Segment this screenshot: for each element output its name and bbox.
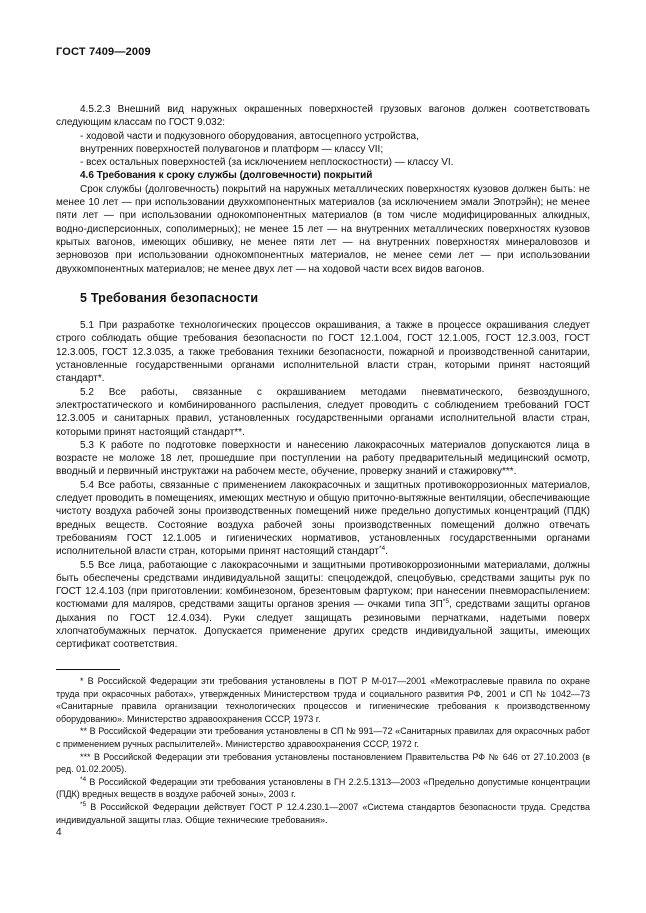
paragraph-5-5-text-a: 5.5 Все лица, работающие с лакокрасочными и защитными противокоррозионными материалами, должны быть обеспечены средствами индивидуальной защиты: спецодеждой, спецобувью, средствами защиты рук по ГОСТ 12.4.103 (при приготовлении: комбинезоном, брезентовым фартуком; при нанесении пневмораспылением: костюмами для маляров, средствами защиты органов зрения — очками типа ЗП (56, 559, 590, 611)
paragraph-5-5 (56, 559, 590, 652)
list-item-inner-surfaces: внутренних поверхностей полувагонов и платформ — классу VII; (80, 143, 384, 155)
footnote-ref-3[interactable]: *** (502, 466, 514, 478)
footnote-1 (56, 675, 590, 725)
footnote-text: В Российской Федерации эти требования установлены в ГН 2.2.5.1313—2003 «Предельно допустимые концентрации (ПДК) вредных веществ в воздухе рабочей зоны», 2003 г. (56, 776, 590, 800)
footnote-5 (56, 801, 590, 826)
paragraph-5-2: 5.2 Все работы, связанные с окрашиванием методами пневматического, безвоздушного, электростатического и комбинированного распыления, следует проводить с соблюдением требований ГОСТ 12.3.005 и санитарных правил, установленных государственными органами исполнительной власти стран, которыми принят настоящий стандарт**. (56, 386, 590, 438)
section-5-title: 5 Требования безопасности (80, 290, 259, 305)
footnote-separator (56, 669, 120, 670)
list-item-running-gear: - ходовой части и подкузовного оборудования, автосцепного устройства, (80, 130, 419, 142)
paragraph-5-1: 5.1 При разработке технологических процессов окрашивания, а также в процессе окрашивания следует строго соблюдать общие требования безопасности по ГОСТ 12.1.004, ГОСТ 12.1.005, ГОСТ 12.3.003, ГОСТ 12.3.005, ГОСТ 12.3.035, а также требования техники безопасности, пожарной и производственной санитарии, установленные государственными органами исполнительной власти стран, которыми принят настоящий стандарт*. (56, 320, 590, 385)
paragraph-5-4-text: 5.4 Все работы, связанные с применением лакокрасочных и защитных противокоррозионных материалов, следует проводить в помещениях, имеющих местную и общую приточно-вытяжные вентиляции, обеспечивающие чистоту воздуха рабочей зоны производственных помещений ниже предельно допустимых концентраций (ПДК) вредных веществ. Состояние воздуха рабочей зоны производственных помещений должно отвечать требованиям ГОСТ 12.1.005 и гигиенических нормативов, установленных государственными органами исполнительной власти стран, которыми принят настоящий стандарт (56, 479, 590, 558)
paragraph-5-3-text: 5.3 К работе по подготовке поверхности и нанесению лакокрасочных материалов допускаются лица в возрасте не моложе 18 лет, прошедшие при поступлении на работу предварительный медицинский осмотр, вводный и первичный инструктажи на рабочем месте, обучение, проверку знаний и стажировку (56, 439, 590, 478)
paragraph-5-3: 5.3 К работе по подготовке поверхности и нанесению лакокрасочных материалов допускаются лица в возрасте не моложе 18 лет, прошедшие при поступлении на работу предварительный медицинский осмотр, вводный и первичный инструктажи на рабочем месте, обучение, проверку знаний и стажировку***. (56, 439, 590, 478)
document-body (56, 103, 590, 652)
footnote-4 (56, 776, 590, 801)
paragraph-5-2-text: 5.2 Все работы, связанные с окрашиванием методами пневматического, безвоздушного, электростатического и комбинированного распыления, следует проводить с соблюдением требований ГОСТ 12.3.005 и санитарных правил, установленных государственными органами исполнительной власти стран, которыми принят настоящий стандарт (56, 386, 590, 438)
footnote-ref-4[interactable]: *4 (378, 545, 386, 553)
footnote-2 (56, 725, 590, 750)
paragraph-5-5-text-b: , средствами защиты органов дыхания по ГОСТ 12.4.034). Руки следует защищать резиновыми перчатками, надетыми поверх хлопчатобумажных перчаток. Допускается применение других средств индивидуальной защиты, имеющих сертификат соответствия. (56, 599, 591, 651)
running-header: ГОСТ 7409—2009 (56, 46, 151, 58)
page-number: 4 (56, 827, 62, 838)
footnote-ref-5[interactable]: *5 (442, 598, 449, 606)
paragraph-5-4: 5.4 Все работы, связанные с применением лакокрасочных и защитных противокоррозионных материалов, следует проводить в помещениях, имеющих местную и общую приточно-вытяжные вентиляции, обеспечивающие чистоту воздуха рабочей зоны производственных помещений ниже предельно допустимых концентраций (ПДК) вредных веществ. Состояние воздуха рабочей зоны производственных помещений должно отвечать требованиям ГОСТ 12.1.005 и гигиенических нормативов, установленных государственными органами исполнительной власти стран, которыми принят настоящий стандарт$^{*4}$. (56, 479, 590, 558)
footnotes (56, 675, 590, 826)
footnote-mark: *4 (80, 775, 87, 783)
paragraph-5-1-text: 5.1 При разработке технологических процессов окрашивания, а также в процессе окрашивания следует строго соблюдать общие требования безопасности по ГОСТ 12.1.004, ГОСТ 12.1.005, ГОСТ 12.3.003, ГОСТ 12.3.005, ГОСТ 12.3.035, а также требования техники безопасности, пожарной и производственной санитарии, установленные государственными органами исполнительной власти стран, которыми принят настоящий стандарт (56, 320, 590, 385)
footnote-text: В Российской Федерации эти требования установлены в СП № 991—72 «Санитарных правилах для окрасочных работ с применением ручных распылителей». Министерство здравоохранения СССР, 1972 г. (56, 726, 590, 749)
paragraph-4-5-2-3: 4.5.2.3 Внешний вид наружных окрашенных поверхностей грузовых вагонов должен соответствовать следующим классам по ГОСТ 9.032: (56, 104, 590, 129)
footnote-ref-1[interactable]: * (97, 373, 102, 385)
footnote-text: В Российской Федерации действует ГОСТ Р 12.4.230.1—2007 «Система стандартов безопасности труда. Средства индивидуальной защиты глаз. Общие технические требования». (56, 801, 590, 825)
footnote-ref-2[interactable]: ** (234, 426, 243, 438)
paragraph-4-6: Срок службы (долговечность) покрытий на наружных металлических поверхностях кузовов должен быть: не менее 10 лет — при использовании двухкомпонентных материалов (за исключением эмали Эпотрэйн); не менее пяти лет — при использовании однокомпонентных материалов (в том числе модифицированных алкидных, водно-дисперсионных, сополимерных); не менее 15 лет — на внутренних металлических поверхностях кузовов крытых вагонов, имеющих обшивку, не менее пяти лет — на внутренних поверхностях минераловозов и зерновозов при использовании однокомпонентных материалов, не менее семи лет — при использовании двухкомпонентных материалов; не менее двух лет — на ходовой части всех видов вагонов. (56, 183, 590, 275)
footnote-mark: *** (80, 751, 94, 762)
footnote-mark: *5 (80, 800, 87, 808)
footnote-mark: * (80, 676, 88, 686)
subsection-4-6-title: 4.6 Требования к сроку службы (долговечности) покрытий (80, 170, 373, 182)
footnote-text: В Российской Федерации эти требования установлены постановлением Правительства РФ № 646 от 27.10.2003 (в ред. 01.02.2005). (56, 751, 590, 775)
footnote-mark: ** (80, 726, 90, 737)
list-item-other-surfaces: - всех остальных поверхностей (за исключением неплоскостности) — классу VI. (80, 157, 454, 169)
footnote-3 (56, 751, 590, 776)
footnote-text: В Российской Федерации эти требования установлены в ПОТ Р М-017—2001 «Межотраслевые правила по охране труда при окрасочных работах», утвержденных Министерством труда и социального развития РФ, 2001 и СП № 1042—73 «Санитарные правила организации технологических процессов и гигиенические требования к производственному оборудованию». Министерство здравоохранения СССР, 1973 г. (56, 676, 590, 724)
